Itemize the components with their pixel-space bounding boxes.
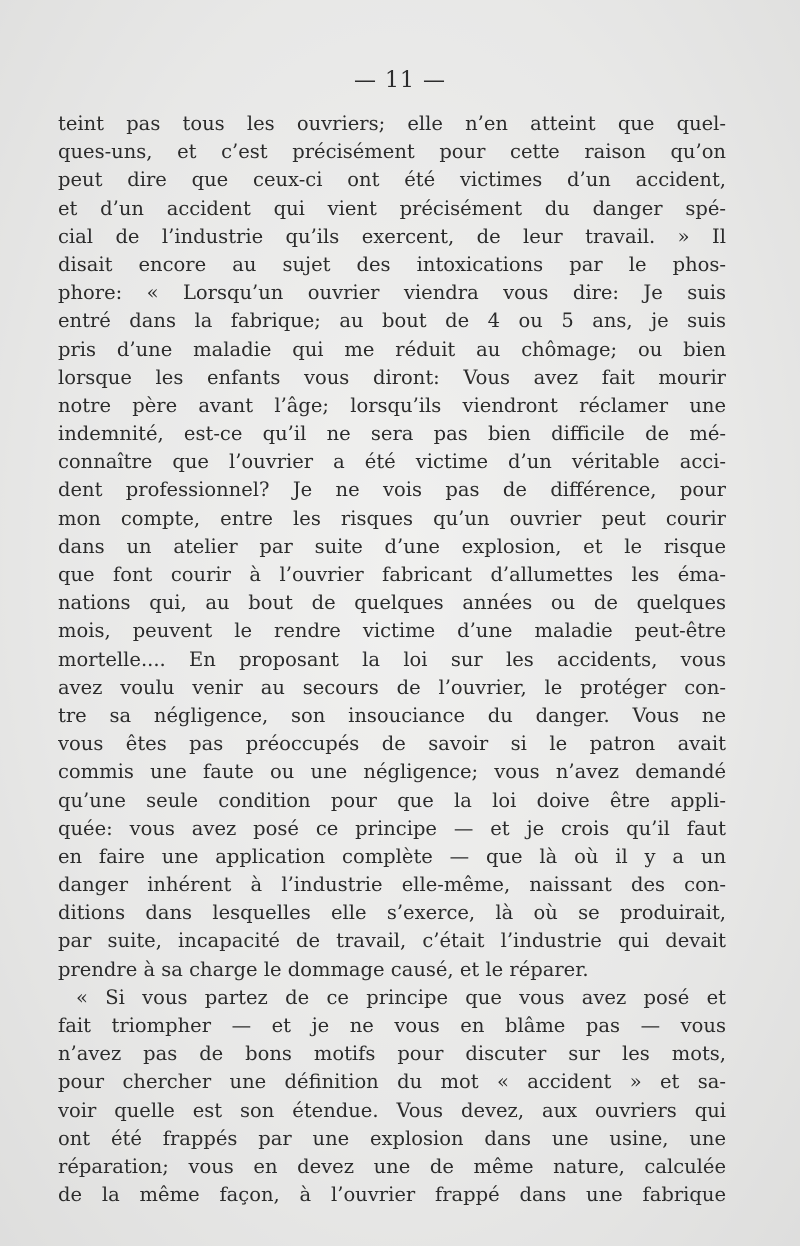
text-line: ont été frappés par une explosion dans une usine, une: [58, 1126, 726, 1150]
text-line: « Si vous partez de ce principe que vous avez posé et: [76, 985, 726, 1009]
text-line: ques-uns, et c’est précisément pour cette raison qu’on: [58, 140, 726, 164]
text-line: ditions dans lesquelles elle s’exerce, là où se produirait,: [58, 901, 726, 925]
text-line: teint pas tous les ouvriers; elle n’en atteint que quel-: [58, 112, 726, 135]
body-text: [58, 110, 726, 1209]
text-line: pour chercher une définition du mot « accident » et sa-: [58, 1070, 726, 1094]
text-line: avez voulu venir au secours de l’ouvrier, le protéger con-: [58, 675, 726, 699]
text-line: réparation; vous en devez une de même nature, calculée: [58, 1154, 726, 1178]
text-line: tre sa négligence, son insouciance du danger. Vous ne: [58, 703, 726, 727]
text-line: vous êtes pas préoccupés de savoir si le patron avait: [58, 732, 726, 756]
text-line: par suite, incapacité de travail, c’était l’industrie qui devait: [58, 929, 726, 953]
text-line: en faire une application complète — que là où il y a un: [58, 844, 726, 868]
page-number: — 11 —: [354, 68, 446, 93]
text-line: danger inhérent à l’industrie elle-même, naissant des con-: [58, 873, 726, 897]
text-line: lorsque les enfants vous diront: Vous avez fait mourir: [58, 365, 726, 389]
text-line: n’avez pas de bons motifs pour discuter sur les mots,: [58, 1042, 726, 1066]
text-line: cial de l’industrie qu’ils exercent, de leur travail. » Il: [58, 224, 726, 248]
text-line: dent professionnel? Je ne vois pas de différence, pour: [58, 478, 726, 502]
text-line: pris d’une maladie qui me réduit au chômage; ou bien: [58, 337, 726, 361]
text-line: mois, peuvent le rendre victime d’une maladie peut-être: [58, 619, 726, 643]
text-line: prendre à sa charge le dommage causé, et le réparer.: [58, 957, 589, 981]
text-line: commis une faute ou une négligence; vous n’avez demandé: [58, 760, 726, 784]
text-line: voir quelle est son étendue. Vous devez, aux ouvriers qui: [58, 1098, 726, 1122]
text-line: entré dans la fabrique; au bout de 4 ou 5 ans, je suis: [58, 309, 726, 333]
text-line: phore: « Lorsqu’un ouvrier viendra vous dire: Je suis: [58, 281, 726, 305]
text-line: nations qui, au bout de quelques années ou de quelques: [58, 591, 726, 615]
text-line: mon compte, entre les risques qu’un ouvrier peut courir: [58, 506, 726, 530]
text-line: disait encore au sujet des intoxications par le phos-: [58, 252, 726, 276]
text-line: mortelle.... En proposant la loi sur les accidents, vous: [58, 647, 726, 671]
text-line: que font courir à l’ouvrier fabricant d’allumettes les éma-: [58, 563, 726, 586]
text-line: indemnité, est-ce qu’il ne sera pas bien difficile de mé-: [58, 422, 726, 446]
text-line: notre père avant l’âge; lorsqu’ils viendront réclamer une: [58, 393, 726, 417]
text-line: qu’une seule condition pour que la loi doive être appli-: [58, 788, 726, 812]
text-line: et d’un accident qui vient précisément du danger spé-: [58, 196, 726, 220]
text-line: quée: vous avez posé ce principe — et je crois qu’il faut: [58, 816, 726, 840]
text-line: de la même façon, à l’ouvrier frappé dans une fabrique: [58, 1183, 726, 1207]
text-line: dans un atelier par suite d’une explosion, et le risque: [58, 534, 726, 558]
text-line: connaître que l’ouvrier a été victime d’un véritable acci-: [58, 450, 726, 474]
text-line: peut dire que ceux-ci ont été victimes d’un accident,: [58, 168, 726, 192]
text-line: fait triompher — et je ne vous en blâme pas — vous: [58, 1014, 726, 1037]
